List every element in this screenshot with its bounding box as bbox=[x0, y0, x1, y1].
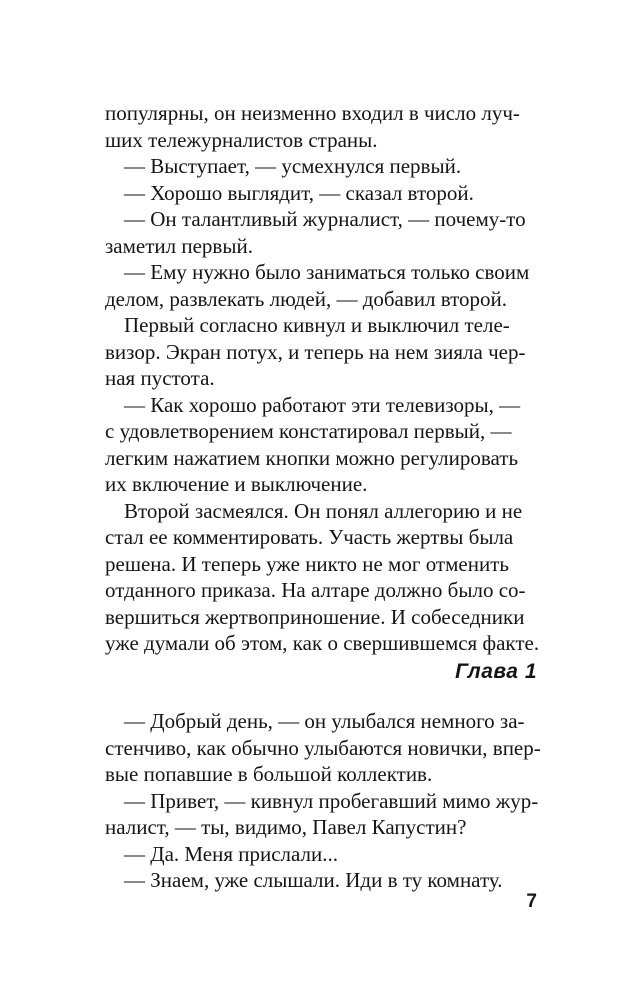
text-line: стал ее комментировать. Участь жертвы была bbox=[105, 525, 514, 549]
text-line: ших тележурналистов страны. bbox=[105, 127, 378, 152]
text-line: вые попавшие в большой коллектив. bbox=[105, 762, 433, 786]
text-line: легким нажатием кнопки можно регулировать bbox=[105, 445, 519, 470]
text-line: Второй засмеялся. Он понял аллегорию и не bbox=[124, 498, 523, 523]
text-line: ная пустота. bbox=[105, 366, 215, 390]
text-line: стенчиво, как обычно улыбаются новички, впер- bbox=[105, 735, 541, 760]
text-block-bottom bbox=[105, 708, 541, 894]
text-line: визор. Экран потух, и теперь на нем зияла чер- bbox=[105, 339, 526, 364]
text-line: — Добрый день, — он улыбался немного за- bbox=[124, 709, 525, 733]
text-line: их включение и выключение. bbox=[105, 472, 368, 496]
text-line: — Да. Меня прислали... bbox=[124, 841, 339, 866]
text-line: отданного приказа. На алтаре должно было со- bbox=[105, 578, 526, 602]
chapter-heading: Глава 1 bbox=[455, 660, 537, 683]
text-line: — Ему нужно было заниматься только своим bbox=[124, 260, 530, 284]
text-line: — Знаем, уже слышали. Иди в ту комнату. bbox=[124, 868, 503, 892]
text-line: заметил первый. bbox=[105, 233, 253, 258]
text-line: — Выступает, — усмехнулся первый. bbox=[124, 154, 462, 178]
text-line: популярны, он неизменно входил в число луч- bbox=[105, 101, 520, 125]
page-number: 7 bbox=[526, 891, 537, 912]
text-block-top bbox=[105, 100, 540, 657]
text-line: — Хорошо выглядит, — сказал второй. bbox=[124, 180, 474, 205]
text-line: налист, — ты, видимо, Павел Капустин? bbox=[105, 815, 467, 839]
text-line: — Привет, — кивнул пробегавший мимо жур- bbox=[124, 788, 539, 813]
text-line: вершиться жертвоприношение. И собеседники bbox=[105, 604, 525, 629]
text-line: делом, развлекать людей, — добавил второй. bbox=[105, 286, 508, 311]
text-line: — Как хорошо работают эти телевизоры, — bbox=[124, 392, 521, 417]
text-line: — Он талантливый журналист, — почему-то bbox=[124, 207, 526, 231]
text-line: Первый согласно кивнул и выключил теле- bbox=[124, 313, 510, 337]
text-line: решена. И теперь уже никто не мог отменить bbox=[105, 551, 509, 576]
text-line: уже думали об этом, как о свершившемся факте. bbox=[105, 631, 540, 655]
text-line: с удовлетворением констатировал первый, — bbox=[105, 419, 512, 443]
